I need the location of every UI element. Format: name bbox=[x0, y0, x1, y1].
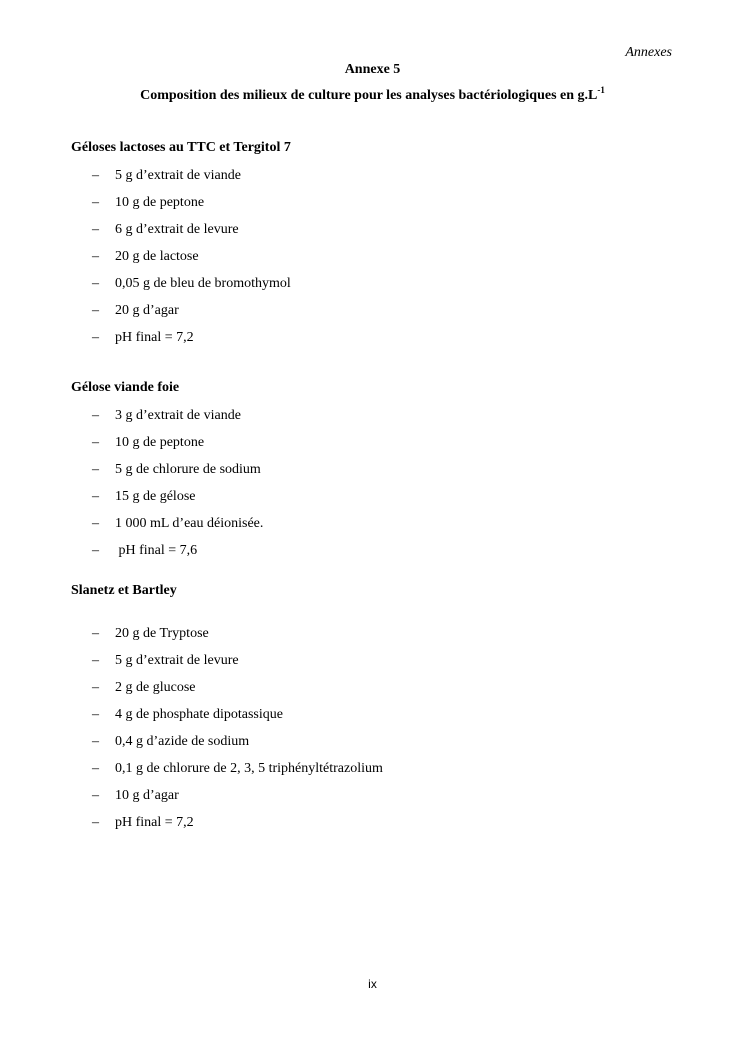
ingredient-text: 3 g d’extrait de viande bbox=[115, 408, 241, 423]
section-heading-viande-foie: Gélose viande foie bbox=[71, 380, 180, 395]
unit-exponent: -1 bbox=[597, 85, 605, 95]
dash-bullet: – bbox=[92, 815, 99, 830]
ingredient-text: 4 g de phosphate dipotassique bbox=[115, 707, 283, 722]
ingredient-text: 2 g de glucose bbox=[115, 680, 196, 695]
dash-bullet: – bbox=[92, 168, 99, 183]
ingredient-text: 20 g d’agar bbox=[115, 303, 179, 318]
dash-bullet: – bbox=[92, 276, 99, 291]
ingredient-text: 10 g de peptone bbox=[115, 435, 205, 450]
running-head: Annexes bbox=[625, 45, 672, 60]
dash-bullet: – bbox=[92, 462, 99, 477]
ingredient-text: pH final = 7,6 bbox=[115, 543, 198, 558]
dash-bullet: – bbox=[92, 435, 99, 450]
ingredient-text: 10 g d’agar bbox=[115, 788, 179, 803]
ingredient-text: pH final = 7,2 bbox=[115, 330, 194, 345]
ingredient-text: 0,4 g d’azide de sodium bbox=[115, 734, 250, 749]
dash-bullet: – bbox=[92, 249, 99, 264]
ingredient-text: 5 g d’extrait de viande bbox=[115, 168, 241, 183]
ingredient-text: 6 g d’extrait de levure bbox=[115, 222, 239, 237]
dash-bullet: – bbox=[92, 788, 99, 803]
dash-bullet: – bbox=[92, 653, 99, 668]
annex-subtitle bbox=[0, 85, 745, 104]
dash-bullet: – bbox=[92, 408, 99, 423]
ingredient-text: 20 g de lactose bbox=[115, 249, 199, 264]
ingredient-text: 1 000 mL d’eau déionisée. bbox=[115, 516, 264, 531]
dash-bullet: – bbox=[92, 195, 99, 210]
dash-bullet: – bbox=[92, 489, 99, 504]
section-heading-slanetz-bartley: Slanetz et Bartley bbox=[71, 583, 177, 598]
ingredient-text: 0,05 g de bleu de bromothymol bbox=[115, 276, 291, 291]
ingredient-text: 5 g d’extrait de levure bbox=[115, 653, 239, 668]
dash-bullet: – bbox=[92, 680, 99, 695]
dash-bullet: – bbox=[92, 626, 99, 641]
dash-bullet: – bbox=[92, 222, 99, 237]
ingredient-text: pH final = 7,2 bbox=[115, 815, 194, 830]
ingredient-text: 20 g de Tryptose bbox=[115, 626, 209, 641]
ingredient-text: 0,1 g de chlorure de 2, 3, 5 triphényltétrazolium bbox=[115, 761, 383, 776]
ingredient-text: 5 g de chlorure de sodium bbox=[115, 462, 261, 477]
ingredient-text: 10 g de peptone bbox=[115, 195, 205, 210]
dash-bullet: – bbox=[92, 707, 99, 722]
annex-title: Annexe 5 bbox=[344, 62, 401, 77]
page-number: ix bbox=[368, 977, 377, 991]
annex-subtitle-text: Composition des milieux de culture pour les analyses bactériologiques en g.L bbox=[140, 88, 598, 103]
dash-bullet: – bbox=[92, 543, 99, 558]
dash-bullet: – bbox=[92, 734, 99, 749]
dash-bullet: – bbox=[92, 330, 99, 345]
dash-bullet: – bbox=[92, 303, 99, 318]
ingredient-text: 15 g de gélose bbox=[115, 489, 196, 504]
dash-bullet: – bbox=[92, 516, 99, 531]
section-heading-tergitol: Géloses lactoses au TTC et Tergitol 7 bbox=[71, 140, 291, 155]
dash-bullet: – bbox=[92, 761, 99, 776]
